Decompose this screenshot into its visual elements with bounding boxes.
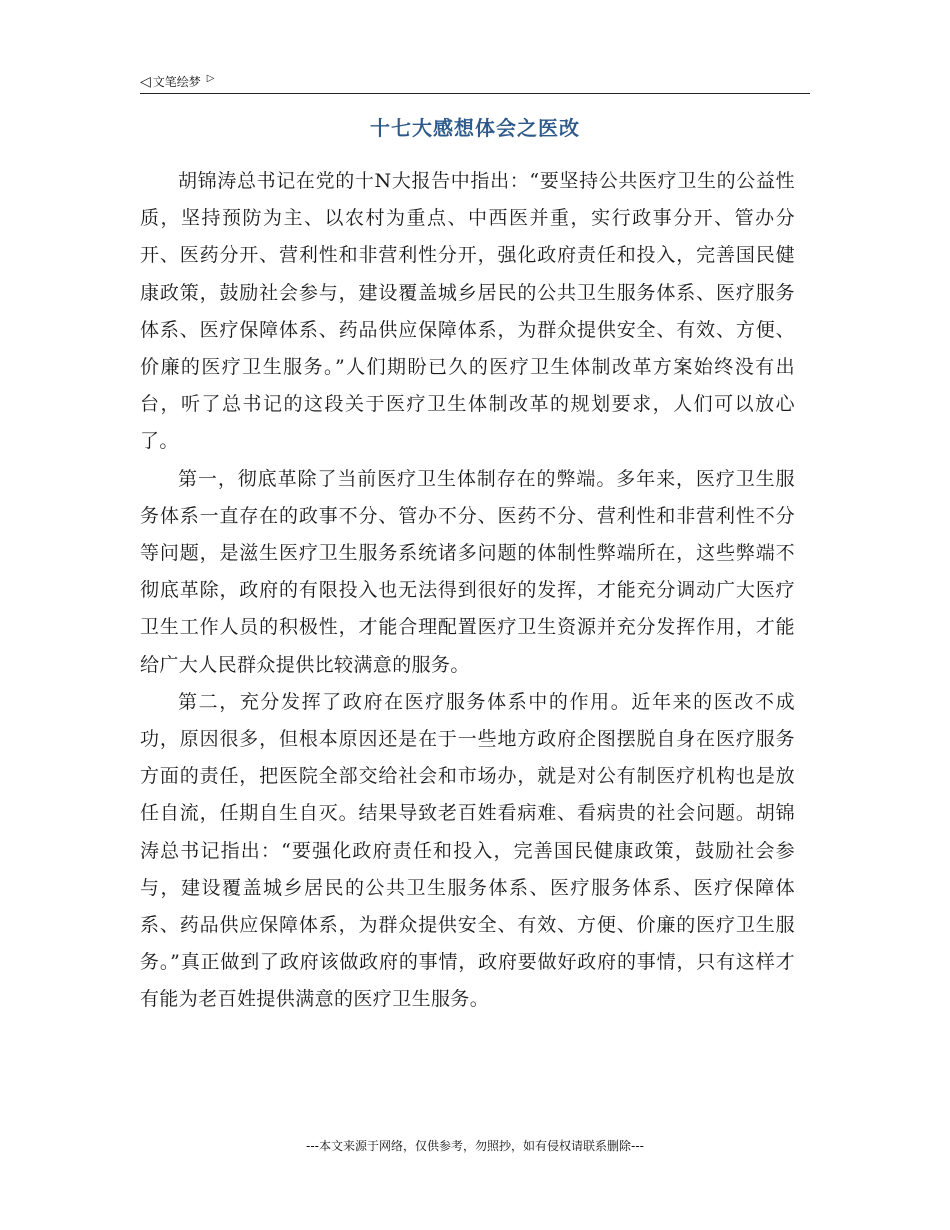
- triangle-left-icon: ◁: [140, 73, 151, 90]
- paragraph-first-point: 第一，彻底革除了当前医疗卫生体制存在的弊端。多年来，医疗卫生服务体系一直存在的政事不分、管办不分、医药不分、营利性和非营利性不分等问题，是滋生医疗卫生服务系统诸多问题的体制性弊端所在，这些弊端不彻底革除，政府的有限投入也无法得到很好的发挥，才能充分调动广大医疗卫生工作人员的积极性，才能合理配置医疗卫生资源并充分发挥作用，才能给广大人民群众提供比较满意的服务。: [140, 467, 795, 676]
- header-brand: 文笔绘梦: [152, 75, 201, 89]
- paragraph-intro: 胡锦涛总书记在党的十N大报告中指出：“要坚持公共医疗卫生的公益性质，坚持预防为主、以农村为重点、中西医并重，实行政事分开、管办分开、医药分开、营利性和非营利性分开，强化政府责任和投入，完善国民健康政策，鼓励社会参与，建设覆盖城乡居民的公共卫生服务体系、医疗服务体系、医疗保障体系、药品供应保障体系，为群众提供安全、有效、方便、价廉的医疗卫生服务。”人们期盼已久的医疗卫生体制改革方案始终没有出台，听了总书记的这段关于医疗卫生体制改革的规划要求，人们可以放心了。: [140, 170, 795, 453]
- triangle-right-icon: ▷: [206, 72, 215, 84]
- paragraph-second-point: 第二，充分发挥了政府在医疗服务体系中的作用。近年来的医改不成功，原因很多，但根本原因还是在于一些地方政府企图摆脱自身在医疗服务方面的责任，把医院全部交给社会和市场办，就是对公有制医疗机构也是放任自流，任期自生自灭。结果导致老百姓看病难、看病贵的社会问题。胡锦涛总书记指出：“要强化政府责任和投入，完善国民健康政策，鼓励社会参与，建设覆盖城乡居民的公共卫生服务体系、医疗服务体系、医疗保障体系、药品供应保障体系，为群众提供安全、有效、方便、价廉的医疗卫生服务。”真正做到了政府该做政府的事情，政府要做好政府的事情，只有这样才有能为老百姓提供满意的医疗卫生服务。: [140, 690, 795, 1011]
- document-title: 十七大感想体会之医改: [370, 116, 580, 140]
- page-footer: ---本文来源于网络，仅供参考，勿照抄，如有侵权请联系删除---: [306, 1139, 644, 1153]
- page-header: [140, 72, 810, 94]
- document-body: [140, 163, 795, 1019]
